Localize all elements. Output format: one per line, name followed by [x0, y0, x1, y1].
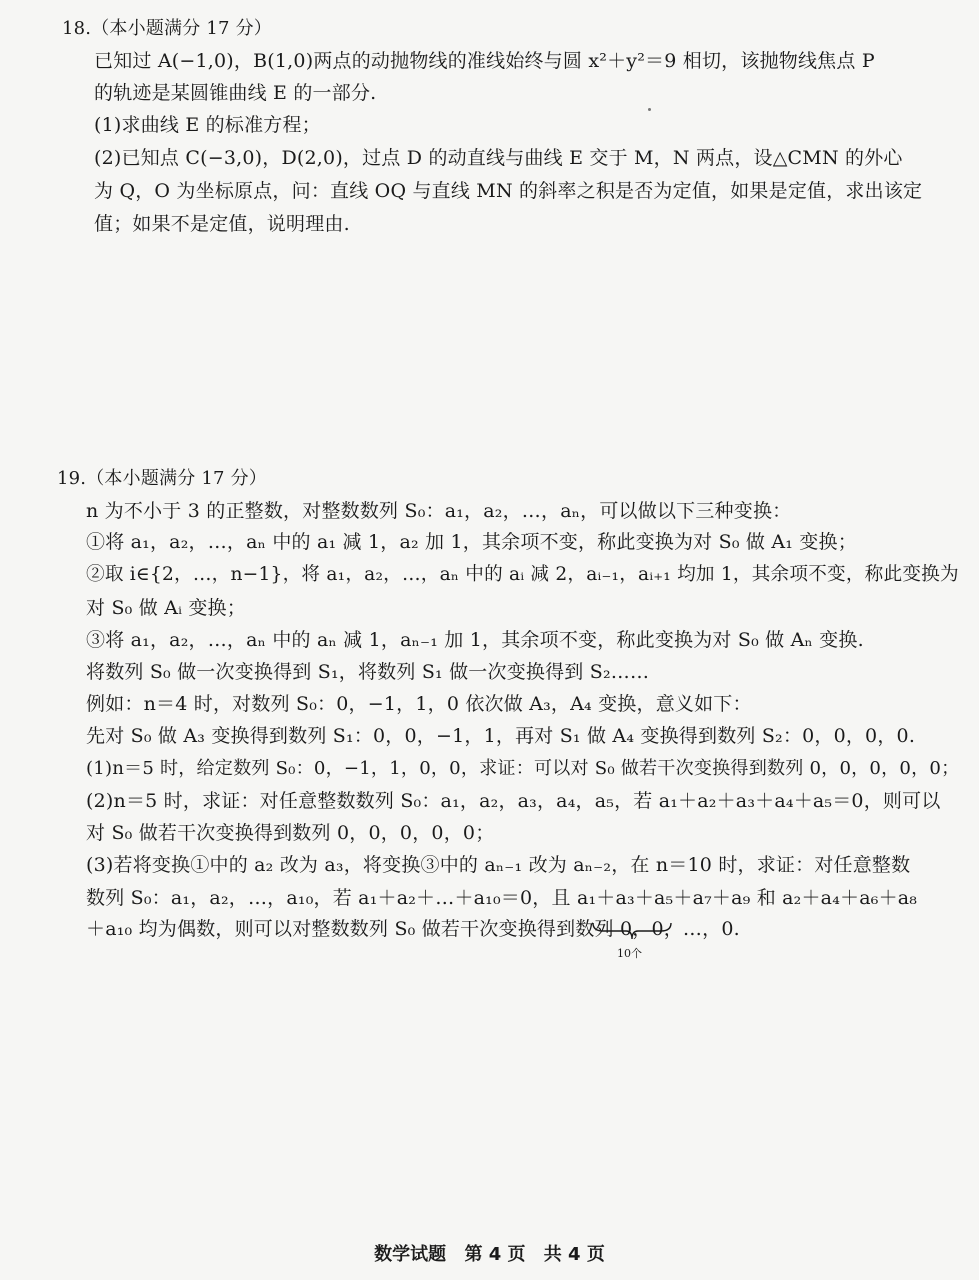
scan-speck: [648, 108, 651, 111]
q19-line: n 为不小于 3 的正整数，对整数数列 S₀：a₁，a₂，…，aₙ，可以做以下三种变换：: [86, 500, 792, 522]
q18-line: 的轨迹是某圆锥曲线 E 的一部分.: [94, 82, 377, 104]
footer-total: 共 4 页: [543, 1244, 605, 1265]
q19-line: 将数列 S₀ 做一次变换得到 S₁，将数列 S₁ 做一次变换得到 S₂……: [86, 661, 650, 683]
footer-page: 第 4 页: [464, 1244, 526, 1265]
underbrace: [591, 921, 673, 943]
q19-part2: (2)n＝5 时，求证：对任意整数数列 S₀：a₁，a₂，a₃，a₄，a₅，若 a₁＋a₂＋a₃＋a₄＋a₅＝0，则可以: [86, 790, 941, 812]
q18-line: 为 Q，O 为坐标原点，问：直线 OQ 与直线 MN 的斜率之积是否为定值，如果是定值，求出该定: [94, 180, 923, 202]
q18-line: 已知过 A(−1,0)，B(1,0)两点的动抛物线的准线始终与圆 x²＋y²＝9 相切，该抛物线焦点 P: [94, 50, 875, 72]
q19-line: 先对 S₀ 做 A₃ 变换得到数列 S₁：0，0，−1，1，再对 S₁ 做 A₄ 变换得到数列 S₂：0，0，0，0.: [86, 725, 916, 747]
q19-line: 对 S₀ 做 Aᵢ 变换；: [86, 597, 246, 619]
brace-label: 10个: [617, 947, 642, 960]
q19-rule-2: ②取 i∈{2，…，n−1}，将 a₁，a₂，…，aₙ 中的 aᵢ 减 2，aᵢ₋₁，aᵢ₊₁ 均加 1，其余项不变，称此变换为: [86, 564, 959, 585]
q19-header: 19.（本小题满分 17 分）: [57, 468, 267, 489]
q18-part2: (2)已知点 C(−3,0)，D(2,0)，过点 D 的动直线与曲线 E 交于 M，N 两点，设△CMN 的外心: [94, 147, 903, 169]
q19-line: 数列 S₀：a₁，a₂，…，a₁₀，若 a₁＋a₂＋…＋a₁₀＝0，且 a₁＋a₃＋a₅＋a₇＋a₉ 和 a₂＋a₄＋a₆＋a₈: [86, 887, 918, 909]
q18-part1: (1)求曲线 E 的标准方程；: [94, 114, 321, 136]
q19-part1: (1)n＝5 时，给定数列 S₀：0，−1，1，0，0，求证：可以对 S₀ 做若干次变换得到数列 0，0，0，0，0；: [86, 758, 960, 779]
q18-header: 18.（本小题满分 17 分）: [62, 18, 272, 39]
q19-rule-3: ③将 a₁，a₂，…，aₙ 中的 aₙ 减 1，aₙ₋₁ 加 1，其余项不变，称此变换为对 S₀ 做 Aₙ 变换.: [86, 629, 864, 651]
q19-rule-1: ①将 a₁，a₂，…，aₙ 中的 a₁ 减 1，a₂ 加 1，其余项不变，称此变换为对 S₀ 做 A₁ 变换；: [86, 531, 857, 553]
q18-line: 值；如果不是定值，说明理由.: [94, 213, 350, 235]
footer-subject: 数学试题: [374, 1244, 447, 1265]
q19-example: 例如：n＝4 时，对数列 S₀：0，−1，1，0 依次做 A₃，A₄ 变换，意义如下：: [86, 693, 752, 715]
q19-line: 对 S₀ 做若干次变换得到数列 0，0，0，0，0；: [86, 822, 495, 844]
q19-line: ＋a₁₀ 均为偶数，则可以对整数数列 S₀ 做若干次变换得到数列 0，0，…，0.: [86, 918, 740, 940]
page-footer: [0, 1244, 979, 1266]
q19-part3: (3)若将变换①中的 a₂ 改为 a₃，将变换③中的 aₙ₋₁ 改为 aₙ₋₂，在 n＝10 时，求证：对任意整数: [86, 854, 911, 876]
